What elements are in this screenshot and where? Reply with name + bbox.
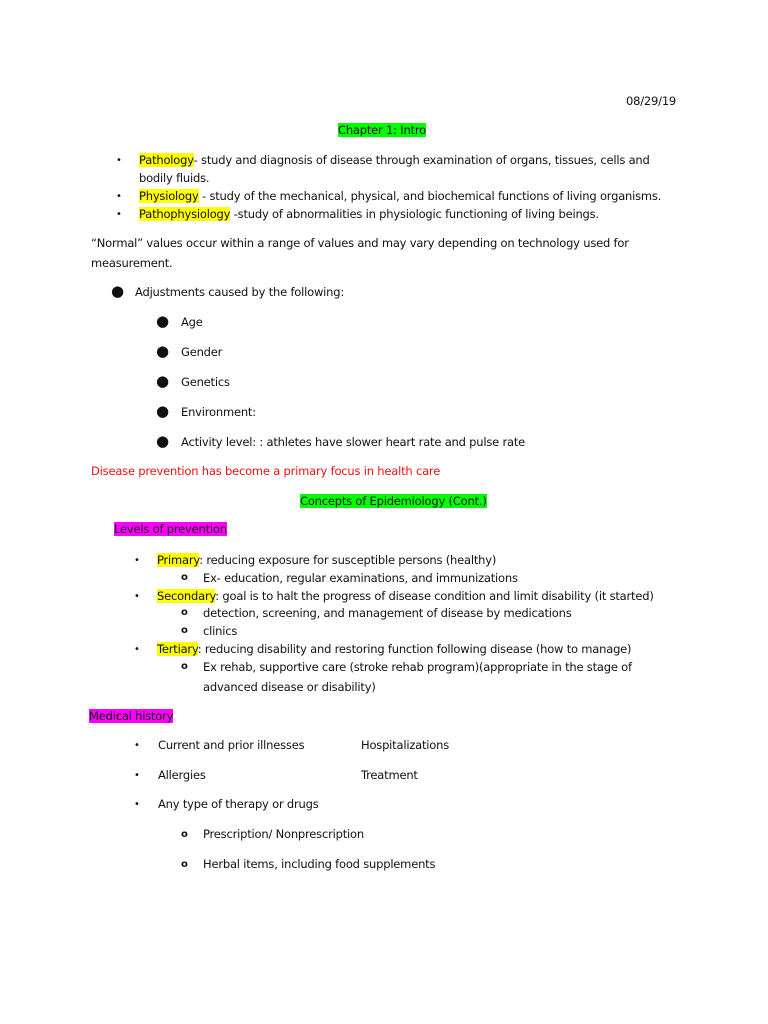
term-pathology: Pathology bbox=[139, 153, 194, 167]
bullet-icon: ● bbox=[156, 312, 169, 330]
level-tertiary: Tertiary: reducing disability and restoring function following disease (how to manage) bbox=[157, 642, 632, 656]
adjustment-item: Age bbox=[181, 315, 203, 329]
normal-values-line1: “Normal” values occur within a range of values and may vary depending on technology used for bbox=[91, 236, 629, 250]
sub-bullet-icon: o bbox=[181, 661, 188, 672]
bullet-icon: ● bbox=[111, 282, 124, 300]
sub-bullet-icon: o bbox=[181, 607, 188, 618]
definition-pathology-cont: bodily fluids. bbox=[139, 171, 210, 185]
level-primary: Primary: reducing exposure for susceptible persons (healthy) bbox=[157, 553, 497, 567]
adjustment-item: Gender bbox=[181, 345, 223, 359]
date-label: 08/29/19 bbox=[626, 94, 677, 108]
bullet-icon: • bbox=[134, 644, 140, 655]
medical-history-heading: Medical history bbox=[89, 709, 174, 723]
history-item: Current and prior illnesses bbox=[158, 738, 305, 752]
adjustment-item: Environment: bbox=[181, 405, 256, 419]
chapter-title: Chapter 1: Intro bbox=[338, 123, 426, 137]
sub-bullet-icon: o bbox=[181, 859, 188, 870]
bullet-icon: • bbox=[134, 591, 140, 602]
sub-bullet-icon: o bbox=[181, 829, 188, 840]
sub-bullet-icon: o bbox=[181, 572, 188, 583]
definition-physiology: Physiology - study of the mechanical, physical, and biochemical functions of living organisms. bbox=[139, 189, 662, 203]
adjustments-heading: Adjustments caused by the following: bbox=[135, 285, 345, 299]
bullet-icon: • bbox=[116, 191, 122, 202]
term-primary: Primary bbox=[157, 553, 200, 567]
history-item: Hospitalizations bbox=[361, 738, 450, 752]
bullet-icon: ● bbox=[156, 402, 169, 420]
level-tertiary-sub-cont: advanced disease or disability) bbox=[203, 680, 376, 694]
bullet-icon: ● bbox=[156, 342, 169, 360]
bullet-icon: • bbox=[116, 209, 122, 220]
term-physiology: Physiology bbox=[139, 189, 199, 203]
level-secondary: Secondary: goal is to halt the progress of disease condition and limit disability (it started) bbox=[157, 589, 654, 603]
definition-pathology: Pathology- study and diagnosis of disease through examination of organs, tissues, cells and bbox=[139, 153, 650, 167]
history-item: Treatment bbox=[361, 768, 418, 782]
definition-pathophysiology: Pathophysiology -study of abnormalities in physiologic functioning of living beings. bbox=[139, 207, 599, 221]
normal-values-line2: measurement. bbox=[91, 256, 173, 270]
term-tertiary: Tertiary bbox=[157, 642, 198, 656]
prevention-statement: Disease prevention has become a primary focus in health care bbox=[91, 464, 441, 478]
bullet-icon: • bbox=[134, 799, 140, 810]
adjustment-item: Genetics bbox=[181, 375, 230, 389]
history-item: Allergies bbox=[158, 768, 206, 782]
bullet-icon: ● bbox=[156, 372, 169, 390]
history-item: Any type of therapy or drugs bbox=[158, 797, 319, 811]
levels-heading: Levels of prevention bbox=[114, 522, 227, 536]
epidemiology-title: Concepts of Epidemiology (Cont.) bbox=[300, 494, 487, 508]
bullet-icon: • bbox=[134, 555, 140, 566]
level-secondary-sub: clinics bbox=[203, 624, 238, 638]
term-secondary: Secondary bbox=[157, 589, 216, 603]
level-secondary-sub: detection, screening, and management of disease by medications bbox=[203, 606, 572, 620]
sub-bullet-icon: o bbox=[181, 625, 188, 636]
adjustment-item: Activity level: : athletes have slower heart rate and pulse rate bbox=[181, 435, 526, 449]
bullet-icon: • bbox=[116, 155, 122, 166]
bullet-icon: • bbox=[134, 740, 140, 751]
history-sub-item: Herbal items, including food supplements bbox=[203, 857, 436, 871]
term-pathophysiology: Pathophysiology bbox=[139, 207, 231, 221]
history-sub-item: Prescription/ Nonprescription bbox=[203, 827, 364, 841]
level-tertiary-sub: Ex rehab, supportive care (stroke rehab program)(appropriate in the stage of bbox=[203, 660, 632, 674]
bullet-icon: ● bbox=[156, 432, 169, 450]
bullet-icon: • bbox=[134, 770, 140, 781]
level-primary-sub: Ex- education, regular examinations, and immunizations bbox=[203, 571, 518, 585]
